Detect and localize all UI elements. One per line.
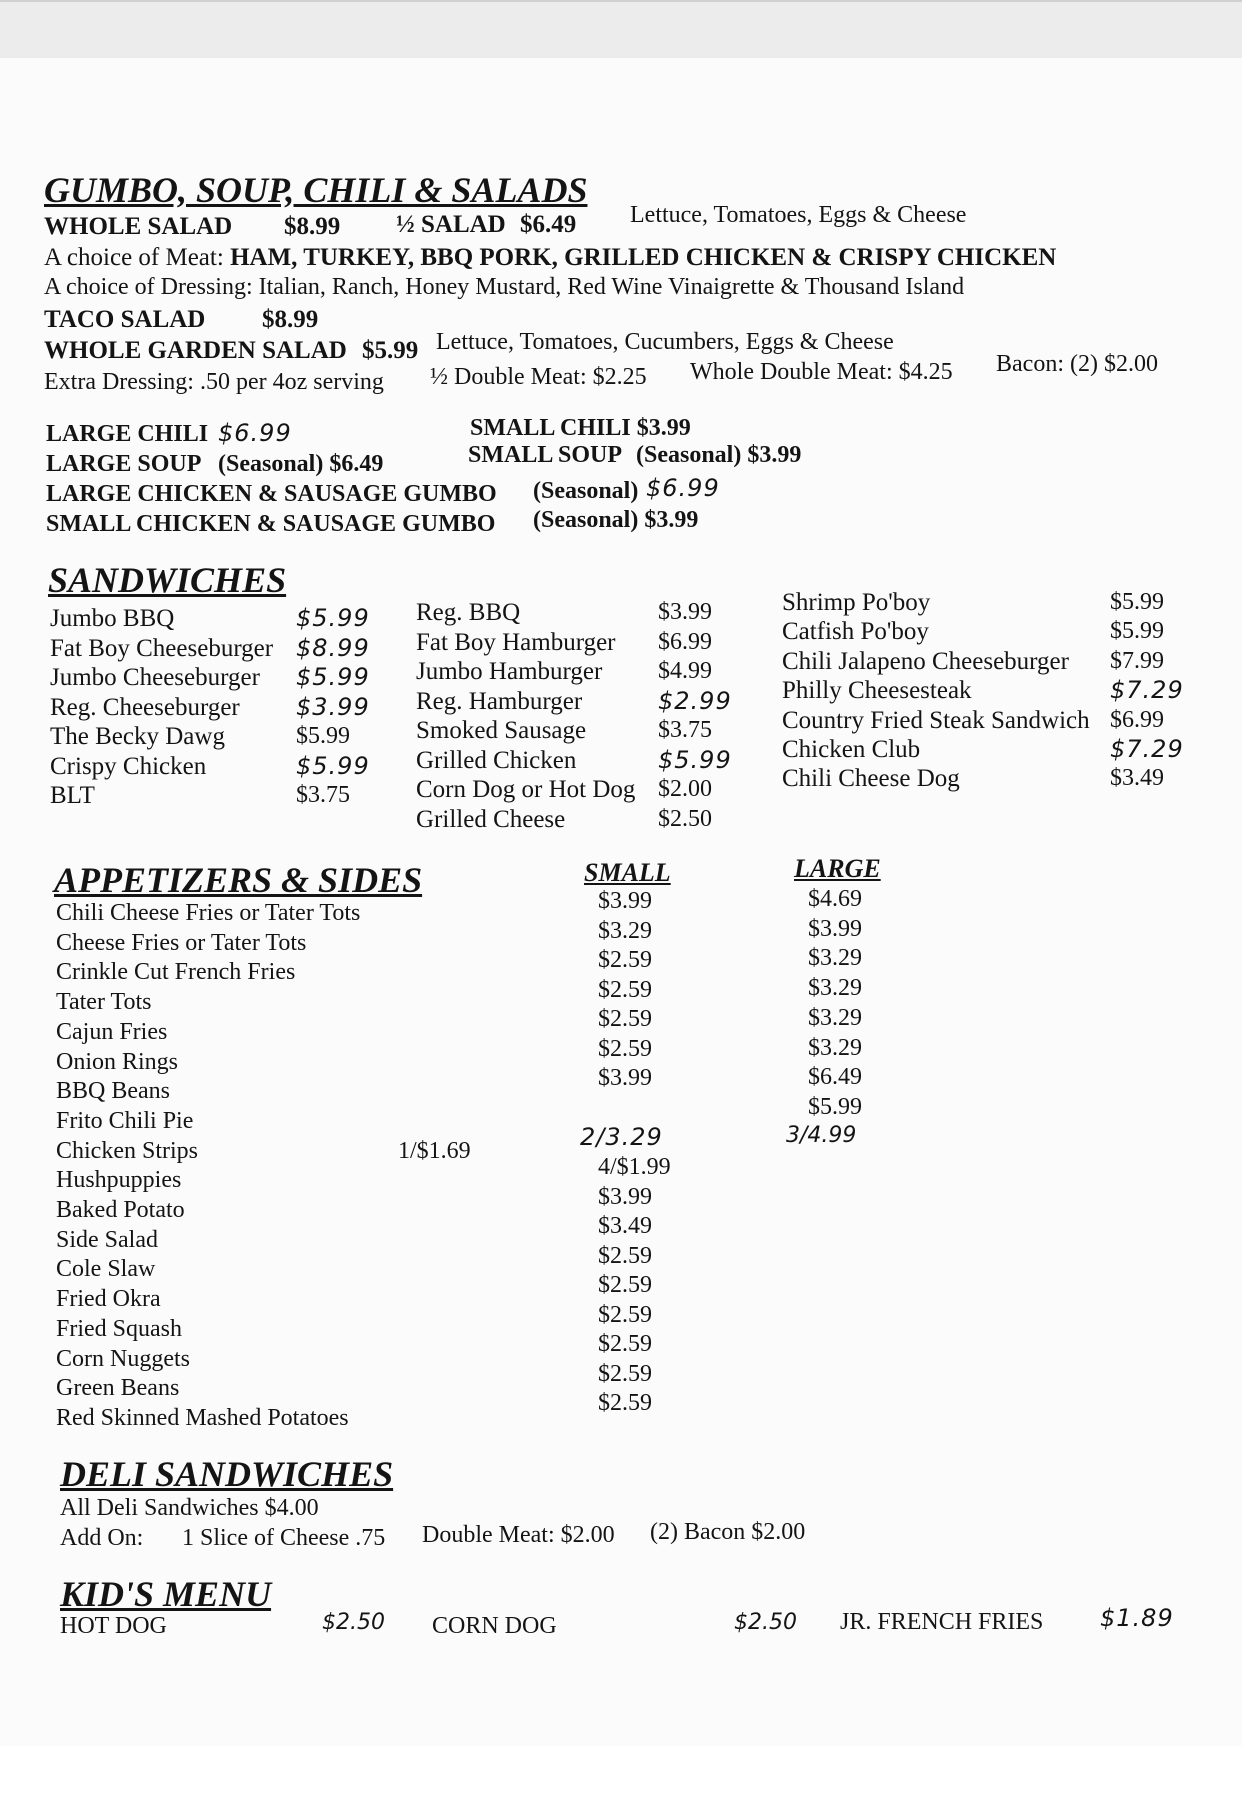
sandwich-name: Chili Cheese Dog: [782, 765, 960, 793]
large-gumbo-price: $6.99: [646, 474, 720, 502]
half-salad-label: ½ SALAD: [396, 211, 506, 238]
kids-jr-french-fries-price: $1.89: [1100, 1604, 1174, 1632]
large-gumbo-note: (Seasonal): [533, 478, 639, 504]
add-on-double-meat: Double Meat: $2.00: [422, 1522, 615, 1548]
appetizer-name: Frito Chili Pie: [56, 1107, 194, 1134]
appetizer-name: Onion Rings: [56, 1048, 179, 1075]
appetizer-small-price: $3.99: [598, 888, 652, 914]
appetizer-large-price: $3.99: [808, 915, 862, 942]
appetizer-name: Chili Cheese Fries or Tater Tots: [56, 900, 361, 926]
large-column-header: LARGE: [794, 854, 881, 883]
section-heading-kids-menu: KID'S MENU: [60, 1574, 272, 1614]
appetizer-small-price: $2.59: [598, 1242, 652, 1269]
appetizer-small-price: $2.59: [598, 1301, 652, 1328]
appetizer-name: BBQ Beans: [56, 1078, 170, 1105]
appetizer-name: Cole Slaw: [56, 1256, 156, 1283]
large-soup-price: (Seasonal) $6.49: [218, 451, 384, 477]
dressing-choice-line: A choice of Dressing: Italian, Ranch, Honey Mustard, Red Wine Vinaigrette & Thousand Island: [44, 274, 965, 300]
appetizer-large-price: $3.29: [808, 945, 862, 972]
sandwich-price: $5.99: [658, 745, 732, 774]
section-heading-gumbo-soup-chili-salads: GUMBO, SOUP, CHILI & SALADS: [44, 170, 588, 210]
sandwich-name: Reg. BBQ: [416, 599, 521, 626]
appetizer-name: Fried Okra: [56, 1286, 161, 1313]
sandwich-name: Grilled Cheese: [416, 805, 566, 833]
sandwich-name: Corn Dog or Hot Dog: [416, 776, 636, 803]
meat-choice-options: HAM, TURKEY, BBQ PORK, GRILLED CHICKEN & CRISPY CHICKEN: [230, 244, 1057, 271]
appetizer-name: Crinkle Cut French Fries: [56, 959, 296, 986]
garden-salad-description: Lettuce, Tomatoes, Cucumbers, Eggs & Cheese: [436, 329, 894, 355]
small-soup-label: SMALL SOUP: [468, 442, 623, 468]
sandwich-price: $5.99: [296, 604, 370, 632]
sandwich-price: $2.99: [658, 686, 732, 715]
whole-double-meat: Whole Double Meat: $4.25: [690, 359, 953, 385]
taco-salad-label: TACO SALAD: [44, 306, 206, 333]
sandwich-price: $3.99: [296, 692, 370, 721]
small-chili: SMALL CHILI $3.99: [470, 415, 691, 441]
appetizer-small-price: $2.59: [598, 1390, 652, 1417]
page-bottom-margin: [0, 1746, 1242, 1802]
sandwich-price: $2.50: [658, 805, 712, 832]
appetizer-name: Tater Tots: [56, 989, 152, 1016]
sandwich-price: $6.99: [658, 628, 712, 655]
sandwich-price: $5.99: [296, 751, 370, 780]
sandwich-name: Fat Boy Cheeseburger: [50, 634, 274, 662]
appetizer-name: Cheese Fries or Tater Tots: [56, 929, 307, 956]
appetizer-small-price: 2/3.29: [580, 1123, 663, 1152]
add-on-label: Add On:: [60, 1525, 144, 1551]
appetizer-small-price: $2.59: [598, 1360, 652, 1387]
appetizer-name: Chicken Strips: [56, 1137, 198, 1164]
taco-salad-price: $8.99: [262, 306, 319, 333]
sandwich-price: $7.29: [1110, 676, 1184, 705]
sandwich-name: Chili Jalapeno Cheeseburger: [782, 647, 1069, 675]
sandwich-name: Jumbo Hamburger: [416, 658, 603, 685]
appetizer-small-price: $2.59: [598, 1331, 652, 1358]
kids-hot-dog: HOT DOG: [60, 1613, 167, 1639]
sandwich-price: $3.75: [658, 717, 712, 743]
sandwich-price: $5.99: [296, 723, 350, 749]
salad-description: Lettuce, Tomatoes, Eggs & Cheese: [630, 202, 967, 228]
section-heading-sandwiches: SANDWICHES: [48, 560, 287, 600]
add-on-cheese: 1 Slice of Cheese .75: [182, 1525, 386, 1551]
appetizer-large-price: $6.49: [808, 1064, 862, 1091]
sandwich-price: $2.00: [658, 776, 712, 802]
sandwich-price: $3.49: [1110, 765, 1164, 792]
sandwich-price: $5.99: [1110, 589, 1164, 615]
top-edge-line: [0, 0, 1242, 2]
extra-dressing: Extra Dressing: .50 per 4oz serving: [44, 369, 384, 395]
small-column-header: SMALL: [584, 858, 671, 887]
all-deli-sandwiches: All Deli Sandwiches $4.00: [60, 1495, 319, 1521]
sandwich-price: $7.99: [1110, 647, 1164, 674]
half-double-meat: ½ Double Meat: $2.25: [430, 364, 647, 390]
appetizer-small-price: $2.59: [598, 1006, 652, 1033]
sandwich-price: $8.99: [296, 633, 370, 662]
sandwich-name: Crispy Chicken: [50, 752, 207, 780]
large-gumbo-label: LARGE CHICKEN & SAUSAGE GUMBO: [46, 481, 497, 507]
small-gumbo-price: (Seasonal) $3.99: [533, 507, 699, 533]
appetizer-small-price: 4/$1.99: [598, 1153, 671, 1180]
appetizer-name: Side Salad: [56, 1226, 158, 1253]
sandwich-price: $5.99: [1110, 618, 1164, 645]
garden-salad-price: $5.99: [362, 337, 419, 364]
large-chili-label: LARGE CHILI: [46, 421, 209, 447]
section-heading-appetizers-sides: APPETIZERS & SIDES: [54, 860, 423, 900]
appetizer-name: Baked Potato: [56, 1197, 185, 1223]
sandwich-price: $7.29: [1110, 735, 1184, 763]
sandwich-name: Jumbo BBQ: [50, 605, 175, 632]
appetizer-name: Fried Squash: [56, 1315, 182, 1342]
appetizer-large-price: $3.29: [808, 1004, 862, 1031]
garden-salad-label: WHOLE GARDEN SALAD: [44, 337, 347, 364]
appetizer-name: Cajun Fries: [56, 1018, 168, 1045]
appetizer-small-price: $3.49: [598, 1213, 652, 1240]
sandwich-name: Philly Cheesesteak: [782, 677, 972, 705]
appetizer-small-price: $2.59: [598, 976, 652, 1003]
sandwich-name: Reg. Hamburger: [416, 687, 583, 715]
add-on-bacon: (2) Bacon $2.00: [650, 1519, 806, 1545]
appetizer-name: Corn Nuggets: [56, 1345, 190, 1372]
appetizer-small-price: $3.99: [598, 1065, 652, 1092]
small-soup-price: (Seasonal) $3.99: [636, 442, 802, 468]
whole-salad-label: WHOLE SALAD: [44, 213, 233, 240]
sandwich-price: $4.99: [658, 658, 712, 684]
kids-corn-dog: CORN DOG: [432, 1613, 557, 1639]
whole-salad-price: $8.99: [284, 213, 341, 240]
appetizer-large-price: $3.29: [808, 1034, 862, 1061]
half-salad-price: $6.49: [520, 211, 577, 238]
section-heading-deli-sandwiches: DELI SANDWICHES: [60, 1454, 394, 1494]
appetizer-name: Hushpuppies: [56, 1167, 182, 1194]
kids-corn-dog-price: $2.50: [734, 1610, 797, 1635]
sandwich-name: BLT: [50, 782, 95, 809]
sandwich-price: $6.99: [1110, 706, 1164, 733]
sandwich-price: $5.99: [296, 663, 370, 691]
kids-jr-french-fries: JR. FRENCH FRIES: [840, 1609, 1044, 1635]
sandwich-name: Country Fried Steak Sandwich: [782, 706, 1090, 734]
appetizer-large-price: $3.29: [808, 975, 862, 1002]
sandwich-name: Fat Boy Hamburger: [416, 628, 616, 656]
appetizer-small-price: $2.59: [598, 947, 652, 974]
appetizer-small-price: $3.99: [598, 1183, 652, 1210]
appetizer-small-price: $2.59: [598, 1272, 652, 1299]
appetizer-large-price: $5.99: [808, 1093, 862, 1120]
large-soup-label: LARGE SOUP: [46, 451, 202, 477]
appetizer-name: Green Beans: [56, 1375, 180, 1402]
large-chili-price: $6.99: [218, 419, 292, 447]
sandwich-price: $3.75: [296, 782, 350, 808]
appetizer-single-price: 1/$1.69: [398, 1137, 471, 1164]
meat-choice-prefix: A choice of Meat:: [44, 244, 224, 271]
sandwich-name: Catfish Po'boy: [782, 618, 929, 646]
appetizer-small-price: $3.29: [598, 917, 652, 944]
bacon-add-on: Bacon: (2) $2.00: [996, 351, 1158, 377]
appetizer-large-price: $4.69: [808, 886, 862, 912]
sandwich-name: The Becky Dawg: [50, 723, 225, 750]
sandwich-name: Grilled Chicken: [416, 746, 577, 774]
appetizer-name: Red Skinned Mashed Potatoes: [56, 1404, 349, 1431]
appetizer-small-price: $2.59: [598, 1035, 652, 1062]
meat-choice-line: [44, 245, 1056, 270]
appetizer-large-price: 3/4.99: [786, 1122, 857, 1148]
sandwich-name: Reg. Cheeseburger: [50, 693, 240, 721]
sandwich-name: Jumbo Cheeseburger: [50, 664, 260, 691]
sandwich-name: Shrimp Po'boy: [782, 589, 931, 616]
sandwich-name: Chicken Club: [782, 736, 921, 763]
small-gumbo-label: SMALL CHICKEN & SAUSAGE GUMBO: [46, 511, 496, 537]
kids-hot-dog-price: $2.50: [322, 1610, 385, 1635]
sandwich-name: Smoked Sausage: [416, 717, 587, 744]
sandwich-price: $3.99: [658, 599, 712, 625]
